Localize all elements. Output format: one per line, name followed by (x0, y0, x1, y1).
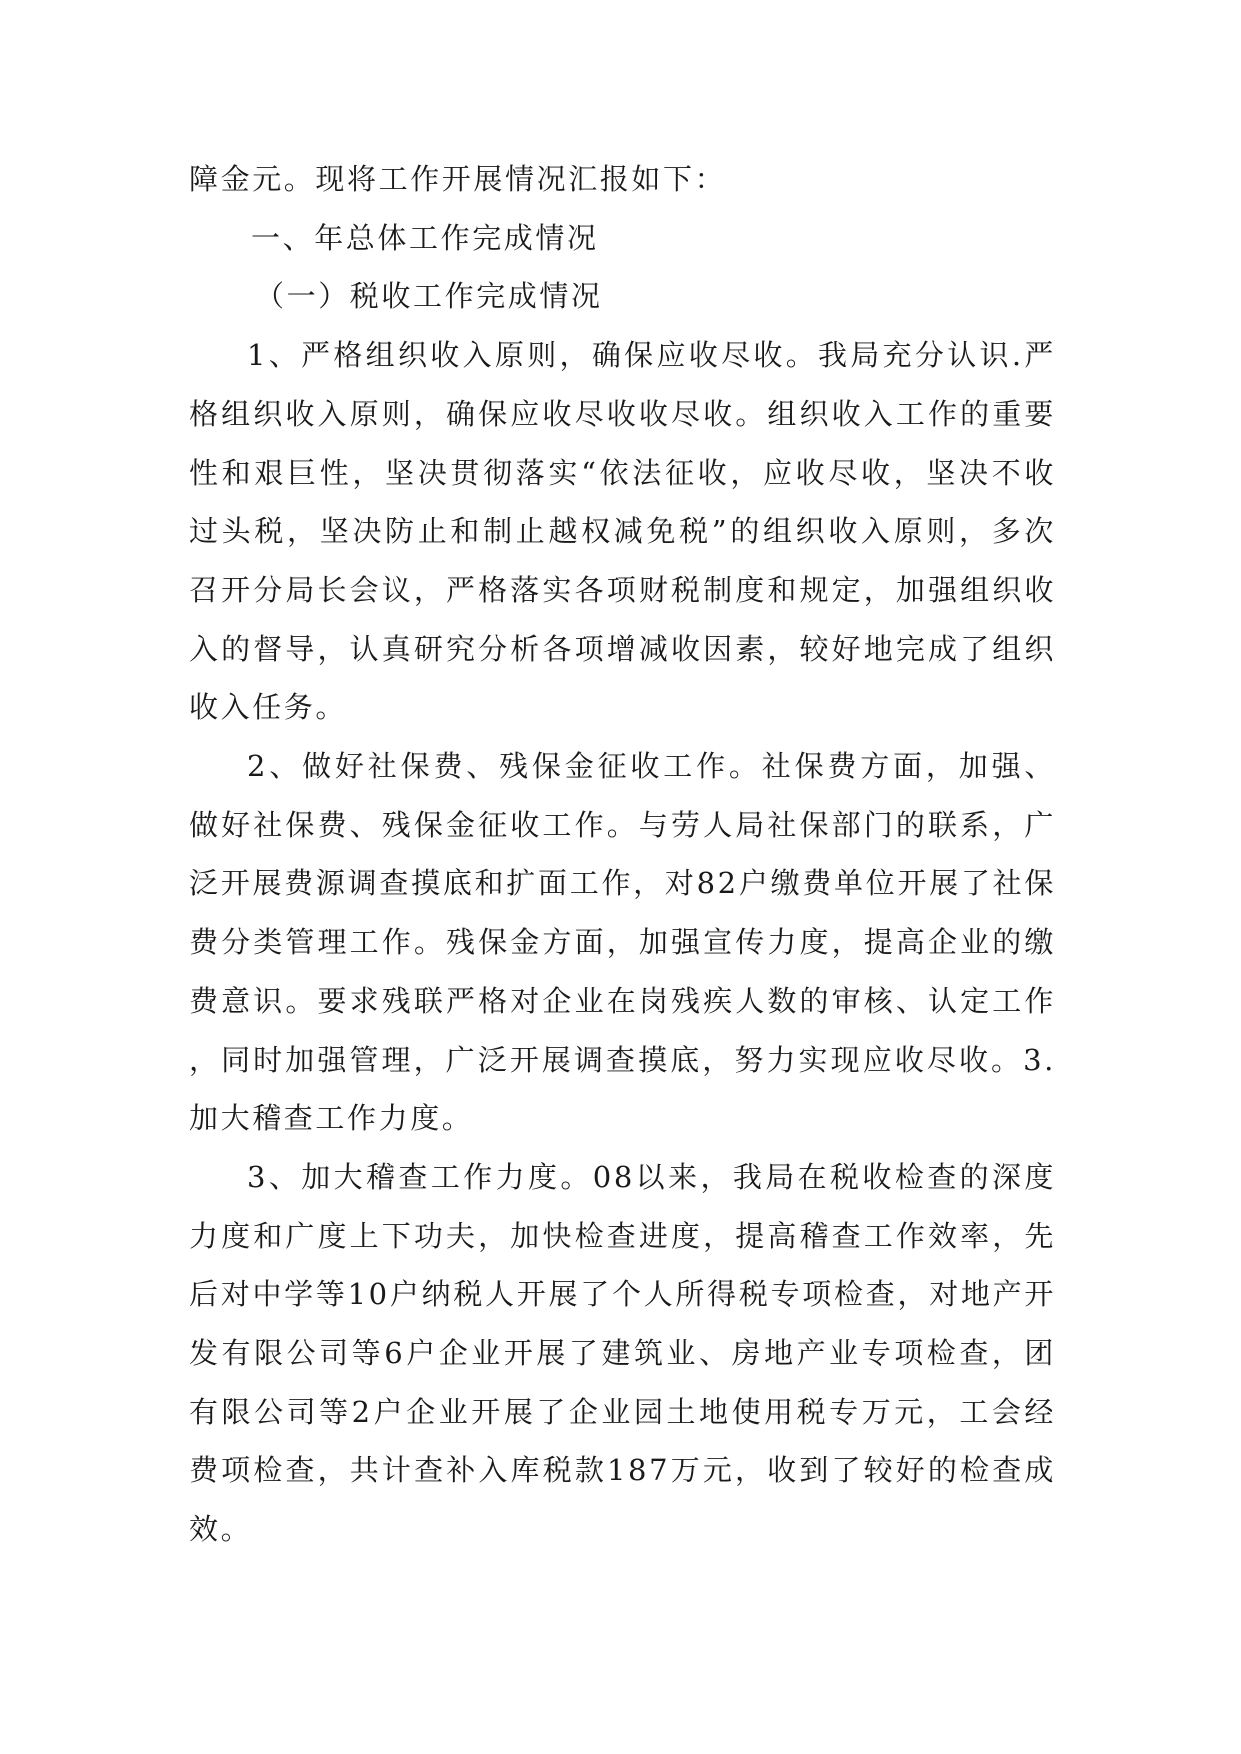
paragraph-1: 1、严格组织收入原则，确保应收尽收。我局充分认识.严格组织收入原则，确保应收尽收收尽收。组织收入工作的重要性和艰巨性，坚决贯彻落实“依法征收，应收尽收，坚决不收过头税，坚决防止和制止越权减免税”的组织收入原则，多次召开分局长会议，严格落实各项财税制度和规定，加强组织收入的督导，认真研究分析各项增减收因素，较好地完成了组织收入任务。 (189, 338, 1056, 725)
subsection-heading: （一）税收工作完成情况 (255, 279, 603, 314)
document-body (189, 150, 1056, 1559)
section-heading: 一、年总体工作完成情况 (251, 220, 599, 255)
paragraph-2: 2、做好社保费、残保金征收工作。社保费方面，加强、做好社保费、残保金征收工作。与劳人局社保部门的联系，广泛开展费源调查摸底和扩面工作，对82户缴费单位开展了社保费分类管理工作。残保金方面，加强宣传力度，提高企业的缴费意识。要求残联严格对企业在岗残疾人数的审核、认定工作，同时加强管理，广泛开展调查摸底，努力实现应收尽收。3.加大稽查工作力度。 (189, 749, 1056, 1136)
opening-line: 障金元。现将工作开展情况汇报如下： (189, 162, 727, 196)
paragraph-3: 3、加大稽查工作力度。08以来，我局在税收检查的深度力度和广度上下功夫，加快检查进度，提高稽查工作效率，先后对中学等10户纳税人开展了个人所得税专项检查，对地产开发有限公司等6户企业开展了建筑业、房地产业专项检查，团有限公司等2户企业开展了企业园土地使用税专万元，工会经费项检查，共计查补入库税款187万元，收到了较好的检查成效。 (189, 1159, 1056, 1547)
